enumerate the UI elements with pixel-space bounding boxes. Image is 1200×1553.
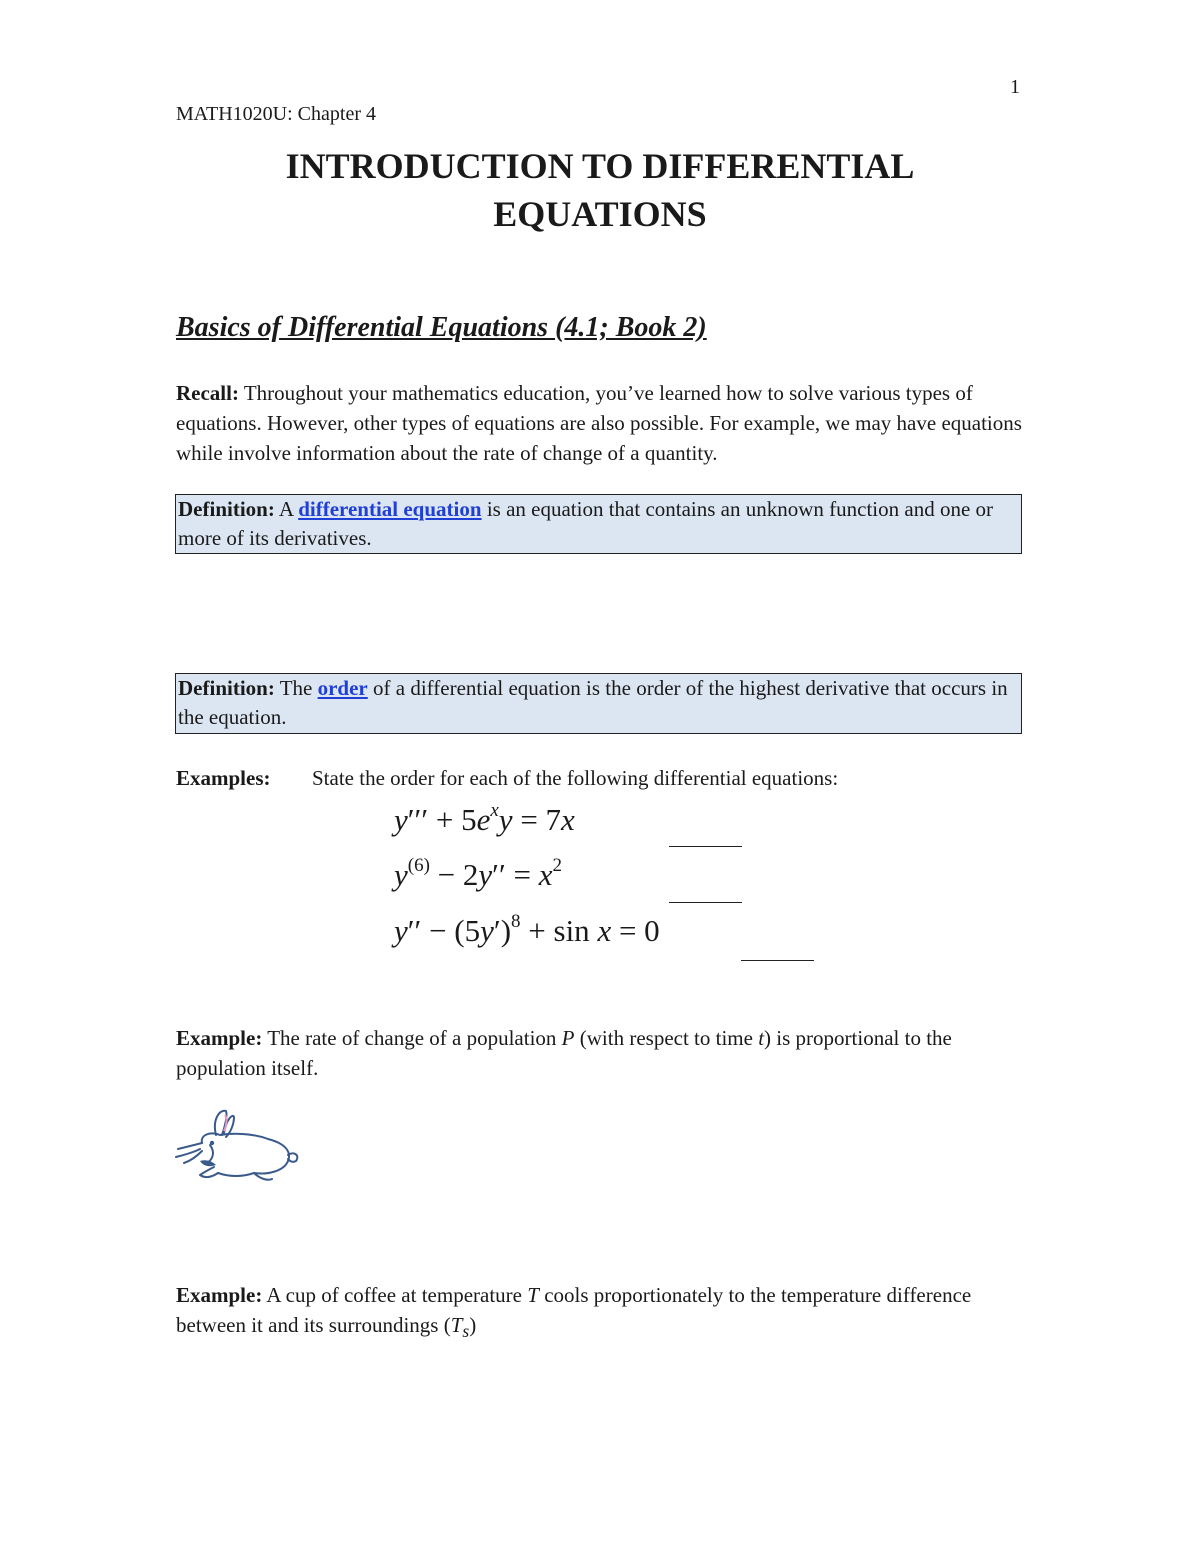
recall-text: Throughout your mathematics education, you’ve learned how to solve various types of equations. However, other types of equations are also possible. For example, we may have equations while involve information about the rate of change of a quantity. bbox=[176, 381, 1022, 465]
equation-1 bbox=[394, 800, 575, 838]
example-text: ) is proportional to the population itself. bbox=[176, 1026, 952, 1080]
eq3-x: x bbox=[597, 913, 612, 948]
example-text: cools proportionately to the temperature difference between it and its surroundings ( bbox=[176, 1283, 972, 1337]
eq3-term: − (5 bbox=[421, 913, 481, 948]
variable-p: P bbox=[561, 1026, 575, 1050]
definition-box-differential-equation bbox=[175, 494, 1022, 554]
eq1-term: + 5 bbox=[428, 802, 477, 837]
answer-blank-3[interactable] bbox=[741, 960, 814, 961]
rabbit-icon bbox=[172, 1105, 302, 1185]
term-order: order bbox=[317, 676, 368, 700]
examples-label: Examples: bbox=[176, 766, 271, 790]
definition-text-start: The bbox=[274, 676, 318, 700]
section-heading: Basics of Differential Equations (4.1; Book 2) bbox=[176, 312, 707, 343]
term-differential-equation: differential equation bbox=[298, 497, 482, 521]
variable-surrounding-temperature: T bbox=[450, 1313, 463, 1337]
variable-temperature: T bbox=[527, 1283, 539, 1307]
recall-paragraph bbox=[176, 378, 1036, 468]
example-text: A cup of coffee at temperature bbox=[262, 1283, 528, 1307]
eq2-x: x bbox=[538, 857, 553, 892]
document-title bbox=[0, 142, 1200, 238]
eq2-primes: ′′ bbox=[492, 857, 506, 892]
eq3-prime: ′ bbox=[493, 913, 501, 948]
eq1-x: x bbox=[561, 802, 575, 837]
eq2-y2: y bbox=[478, 857, 493, 892]
example-label: Example: bbox=[176, 1283, 263, 1307]
equation-3 bbox=[394, 911, 660, 949]
definition-text-end: is an equation that contains an unknown function and one or more of its derivatives. bbox=[178, 497, 994, 550]
variable-t: t bbox=[758, 1026, 765, 1050]
definition-label: Definition: bbox=[178, 676, 275, 700]
eq2-y: y bbox=[394, 857, 408, 892]
eq2-equals: = bbox=[505, 857, 539, 892]
answer-blank-2[interactable] bbox=[669, 902, 742, 903]
course-header: MATH1020U: Chapter 4 bbox=[176, 103, 376, 125]
eq3-y: y bbox=[394, 913, 408, 948]
eq2-order: (6) bbox=[407, 855, 430, 876]
eq3-primes: ′′ bbox=[407, 913, 422, 948]
title-line-2: EQUATIONS bbox=[493, 194, 707, 234]
eq1-rhs: = 7 bbox=[512, 802, 562, 837]
eq3-rhs: = 0 bbox=[611, 913, 660, 948]
definition-label: Definition: bbox=[178, 497, 275, 521]
eq3-close: ) bbox=[500, 913, 512, 948]
page-number: 1 bbox=[1010, 76, 1020, 98]
eq3-y2: y bbox=[480, 913, 494, 948]
eq2-exponent: 2 bbox=[552, 855, 562, 876]
example-label: Example: bbox=[176, 1026, 263, 1050]
definition-text-start: A bbox=[274, 497, 299, 521]
example-text: The rate of change of a population bbox=[262, 1026, 562, 1050]
definition-text-end: of a differential equation is the order of the highest derivative that occurs in the equation. bbox=[178, 676, 1008, 729]
title-line-1: INTRODUCTION TO DIFFERENTIAL bbox=[285, 146, 915, 186]
eq1-y: y bbox=[394, 802, 408, 837]
eq2-term: − 2 bbox=[429, 857, 479, 892]
eq1-exponent: x bbox=[490, 800, 499, 821]
answer-blank-1[interactable] bbox=[669, 846, 742, 847]
example-coffee-paragraph bbox=[176, 1280, 1036, 1346]
subscript-s: s bbox=[462, 1321, 470, 1342]
example-text: ) bbox=[469, 1313, 477, 1337]
equation-2 bbox=[394, 855, 562, 893]
examples-instruction: State the order for each of the following differential equations: bbox=[312, 766, 839, 790]
eq1-e: e bbox=[476, 802, 491, 837]
eq3-exponent: 8 bbox=[511, 911, 521, 932]
eq1-primes: ′′′ bbox=[407, 802, 429, 837]
eq1-y2: y bbox=[498, 802, 513, 837]
eq3-sin: + sin bbox=[520, 913, 598, 948]
example-population-paragraph bbox=[176, 1023, 1036, 1083]
definition-box-order bbox=[175, 673, 1022, 734]
recall-label: Recall: bbox=[176, 381, 239, 405]
example-text: (with respect to time bbox=[574, 1026, 759, 1050]
